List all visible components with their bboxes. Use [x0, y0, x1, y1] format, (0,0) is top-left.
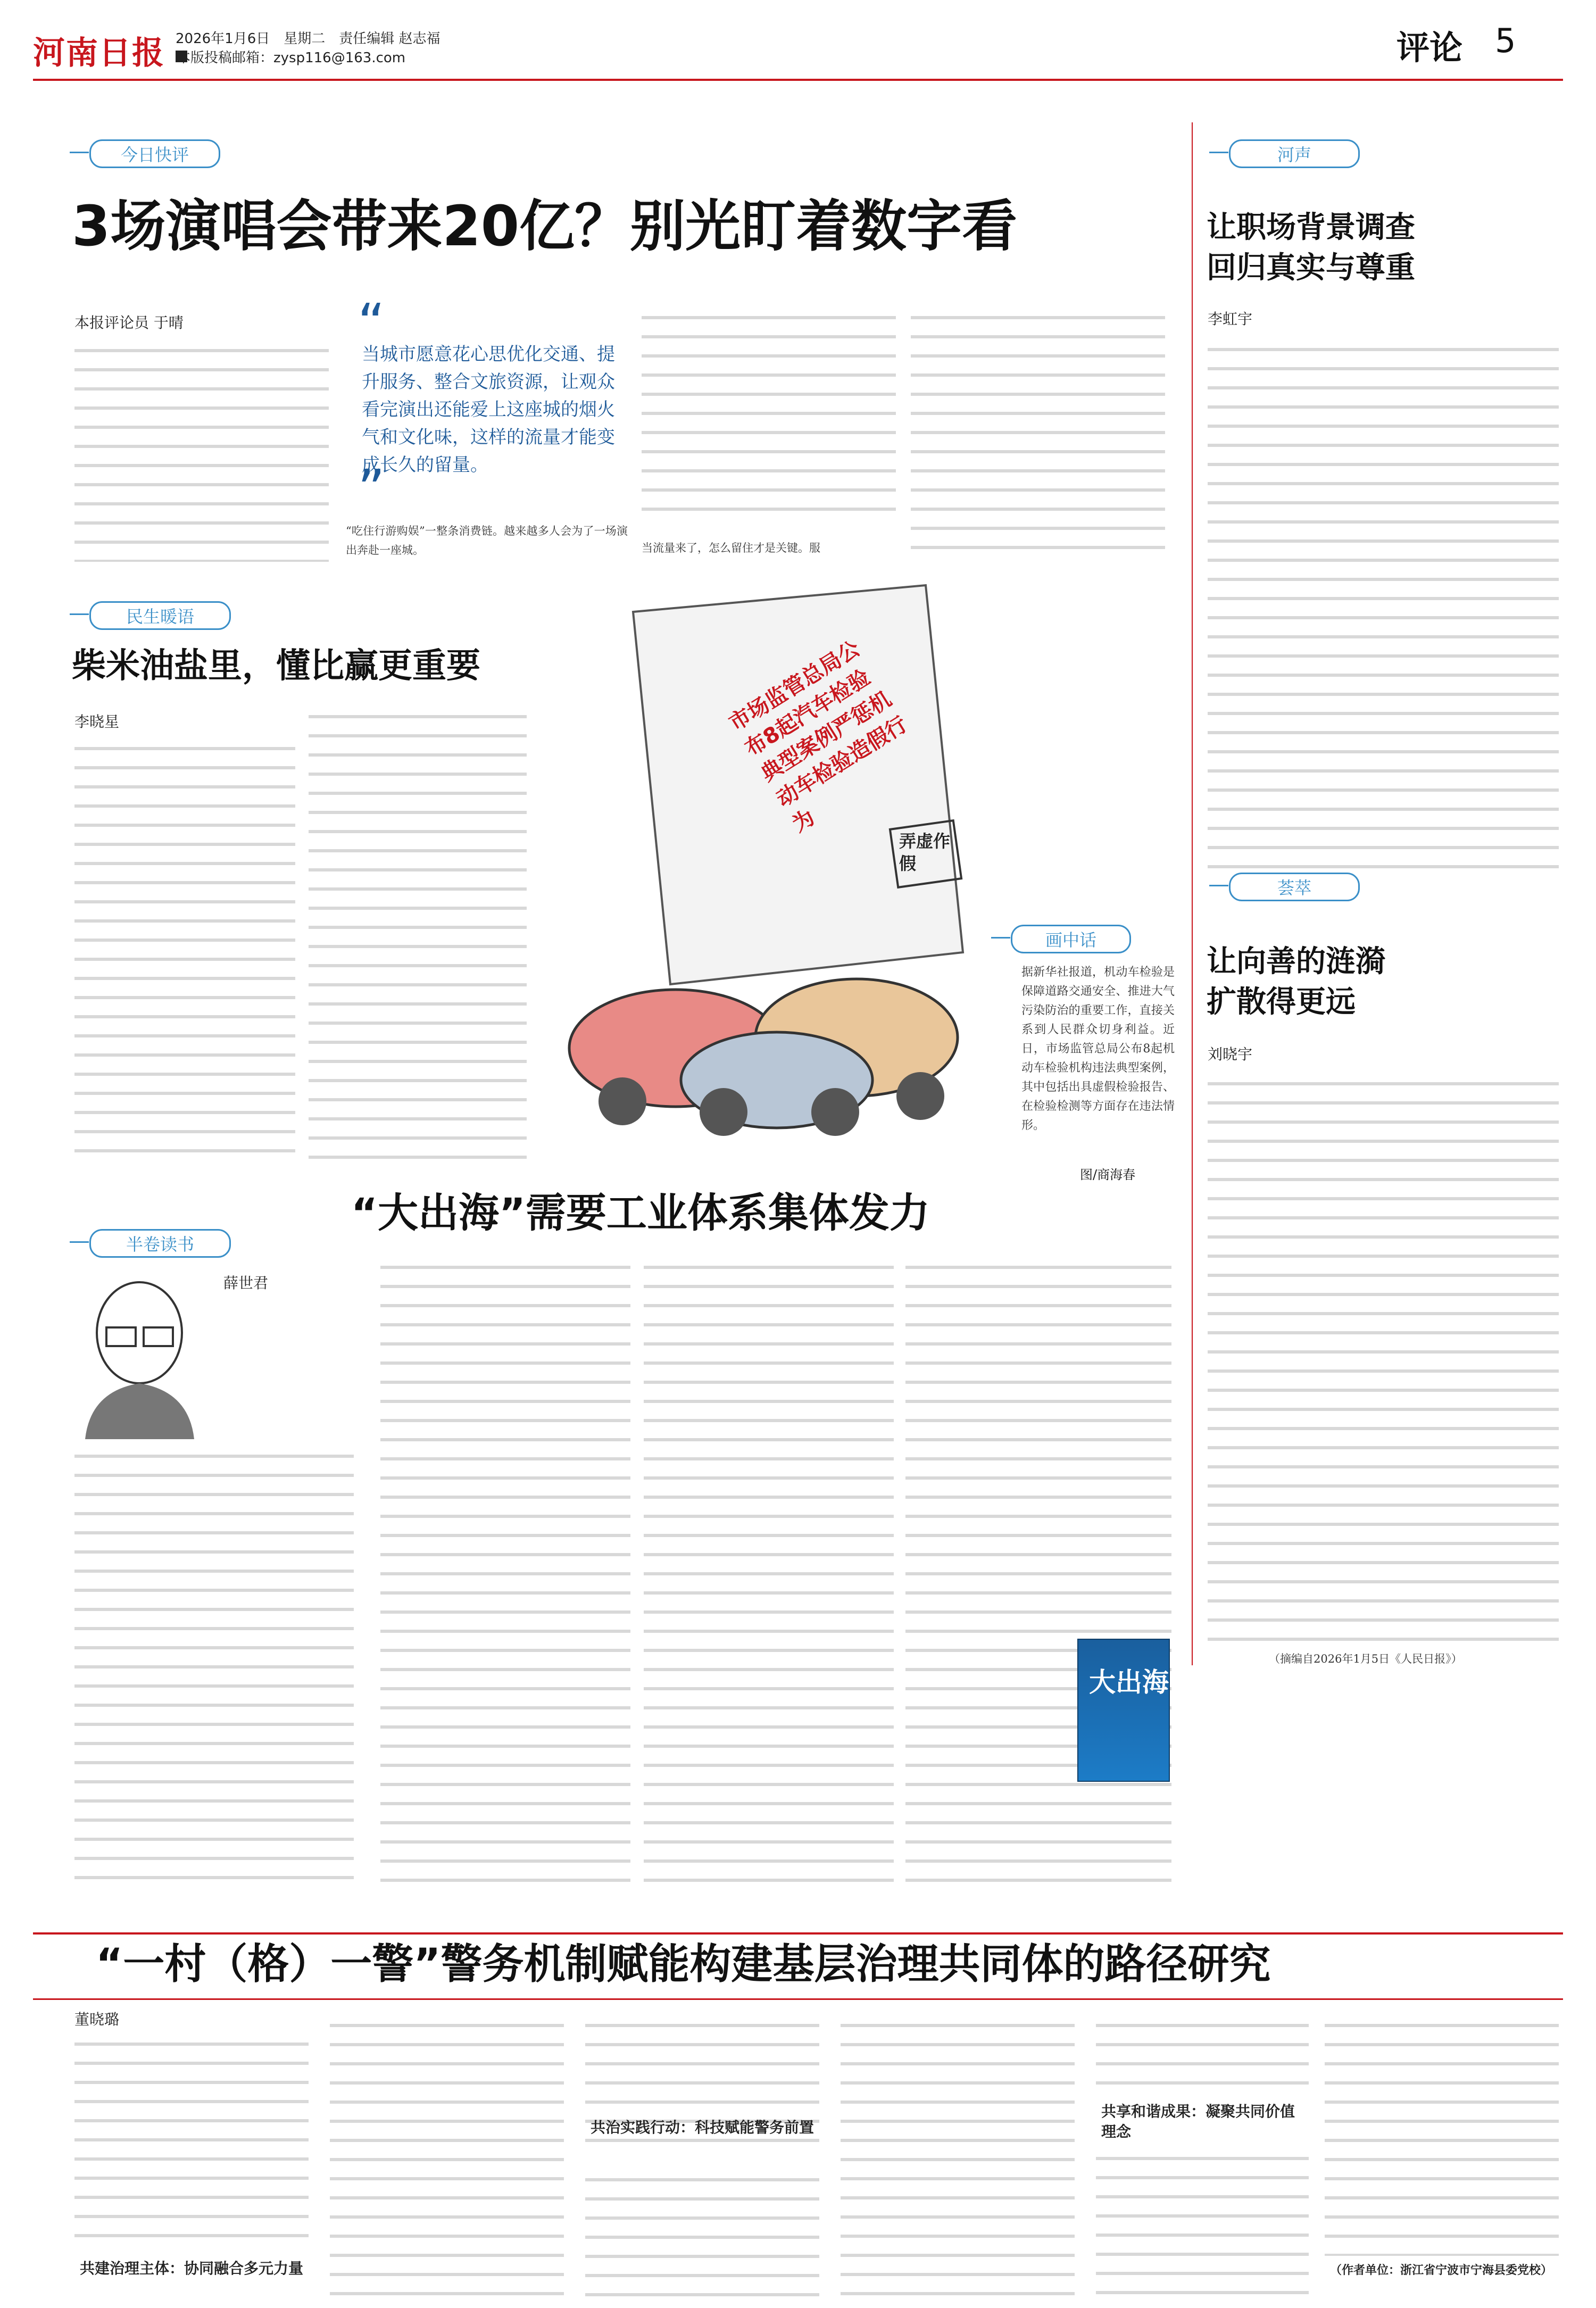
banjuan-tag: 半卷读书	[89, 1229, 231, 1258]
bottom-body-col5b	[1096, 2149, 1309, 2304]
lead-separator-v	[1192, 122, 1193, 1665]
author-portrait	[74, 1269, 205, 1439]
cuicui-body	[1208, 1075, 1559, 1644]
bottom-body-col2	[330, 2016, 564, 2304]
cuicui-source: （摘编自2026年1月5日《人民日报》）	[1269, 1653, 1462, 1665]
page-number: 5	[1495, 21, 1516, 60]
lead-pull-quote: 当城市愿意花心思优化交通、提升服务、整合文旅资源，让观众看完演出还能爱上这座城的烟火气和文化味，这样的流量才能变成长久的留量。	[362, 344, 615, 476]
quote-close-icon: ”	[358, 458, 385, 520]
lead-title: 3场演唱会带来20亿？别光盯着数字看	[72, 194, 1018, 259]
bottom-body-col1	[74, 2035, 309, 2248]
quote-open-icon: “	[358, 292, 385, 354]
banjuan-body-col2	[380, 1258, 630, 1894]
bottom-body-col6	[1325, 2016, 1559, 2256]
minsheng-body-col2	[309, 708, 527, 1165]
bottom-subhead-1: 共建治理主体：协同融合多元力量	[80, 2260, 304, 2277]
cartoon-credit: 图/商海春	[1080, 1167, 1136, 1182]
cartoon-stamp-text: 弄虚作假	[899, 831, 951, 874]
hesheng-title-1: 让职场背景调查	[1207, 210, 1415, 245]
cartoon-tag: 画中话	[1011, 925, 1131, 953]
cartoon-sign-text: 市场监管总局公布8起汽车检验典型案例严惩机动车检验造假行为	[725, 636, 912, 837]
minsheng-byline: 李晓星	[74, 713, 120, 730]
hesheng-title-2: 回归真实与尊重	[1207, 251, 1415, 285]
masthead-logo: 河南日报	[33, 35, 165, 72]
bottom-body-col4	[841, 2016, 1075, 2304]
bottom-subhead-2: 共治实践行动：科技赋能警务前置	[591, 2119, 814, 2136]
bottom-title: “一村（格）一警”警务机制赋能构建基层治理共同体的路径研究	[96, 1940, 1271, 1988]
banjuan-title: “大出海”需要工业体系集体发力	[351, 1189, 930, 1236]
banjuan-body-col3	[644, 1258, 894, 1894]
lead-col2-tail: “吃住行游购娱”一整条消费链。越来越多人会为了一场演出奔赴一座城。	[346, 525, 628, 557]
bottom-byline: 董晓璐	[74, 2011, 120, 2028]
lead-body-col1	[74, 342, 329, 562]
cuicui-byline: 刘晓宇	[1208, 1045, 1253, 1063]
lead-byline: 本报评论员 于晴	[74, 314, 184, 331]
banjuan-byline: 薛世君	[223, 1274, 269, 1292]
bottom-body-col3b	[585, 2171, 819, 2304]
section-name: 评论	[1396, 28, 1463, 67]
minsheng-title: 柴米油盐里，懂比赢更重要	[72, 646, 480, 686]
book-cover-title: 大出海	[1089, 1667, 1169, 1698]
masthead-date: 2026年1月6日 星期二 责任编辑 赵志福	[176, 31, 440, 47]
hesheng-tag: 河声	[1229, 139, 1360, 168]
bottom-body-col5	[1096, 2016, 1309, 2091]
cartoon-caption: 据新华社报道，机动车检验是保障道路交通安全、推进大气污染防治的重要工作，直接关系到人民群众切身利益。近日，市场监管总局公布8起机动车检验机构违法典型案例，其中包括出具虚假检验报告、在检验检测等方面存在违法情形。	[1021, 966, 1175, 1132]
lead-col3-tail: 当流量来了，怎么留住才是关键。服	[642, 542, 820, 554]
lead-body-col3	[642, 309, 896, 521]
bottom-subhead-3: 共享和谐成果：凝聚共同价值理念	[1101, 2103, 1295, 2140]
cuicui-title-1: 让向善的涟漪	[1207, 944, 1385, 979]
bottom-rule-top	[33, 1932, 1563, 1935]
banjuan-body-col1	[74, 1447, 354, 1894]
hesheng-body	[1208, 341, 1559, 873]
banjuan-body-col4	[905, 1258, 1171, 1894]
masthead-email: 本版投稿邮箱：zysp116@163.com	[177, 50, 406, 66]
bottom-author-unit: （作者单位：浙江省宁波市宁海县委党校）	[1330, 2263, 1553, 2277]
minsheng-body-col1	[74, 740, 295, 1165]
cartoon-illustration	[537, 569, 1005, 1186]
masthead-rule	[33, 79, 1563, 81]
hesheng-byline: 李虹宇	[1208, 310, 1253, 328]
lead-body-col4	[911, 309, 1165, 553]
bottom-rule-title	[33, 1998, 1563, 2000]
cuicui-title-2: 扩散得更远	[1207, 985, 1356, 1019]
lead-tag: 今日快评	[89, 139, 220, 168]
book-cover	[1077, 1639, 1170, 1782]
minsheng-tag: 民生暖语	[89, 601, 231, 630]
cuicui-tag: 荟萃	[1229, 873, 1360, 901]
